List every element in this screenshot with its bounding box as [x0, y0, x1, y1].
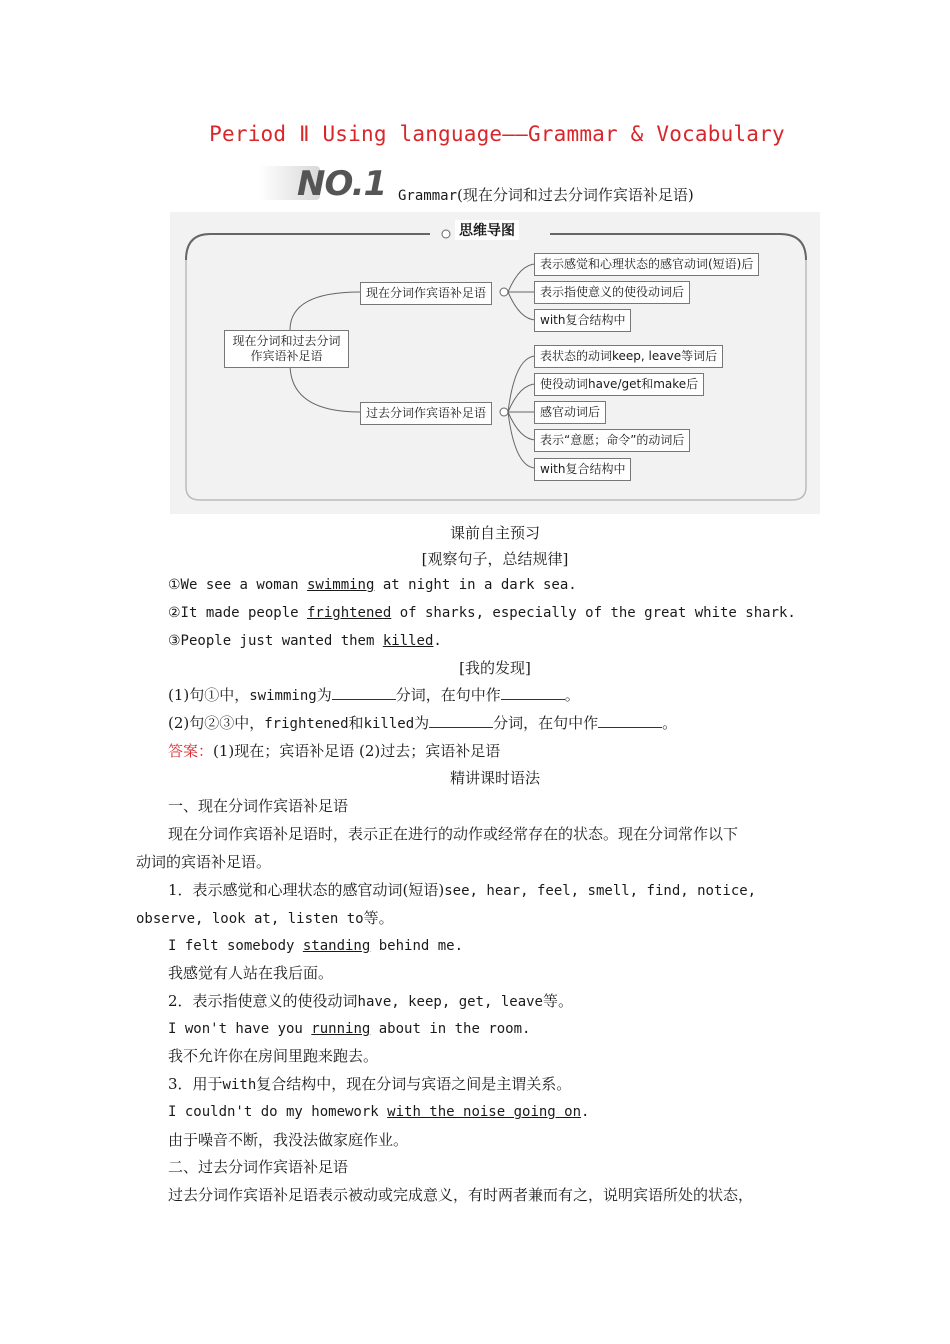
- section-name-cn: (现在分词和过去分词作宾语补足语): [457, 186, 694, 204]
- translation-1: 我感觉有人站在我后面。: [168, 964, 334, 982]
- mind-map-past-item: 使役动词have/get和make后: [534, 373, 704, 396]
- text: (1)句①中，: [168, 686, 250, 704]
- example-1: [168, 936, 463, 956]
- text: 分词，在句中作: [395, 686, 501, 704]
- underlined-word: standing: [302, 938, 371, 954]
- text: swimming: [249, 688, 317, 704]
- mind-map: [170, 212, 820, 514]
- translation-3: 由于噪音不断，我没法做家庭作业。: [168, 1131, 409, 1149]
- rule-1: [168, 880, 756, 901]
- mind-map-past-item: 表示“意愿；命令”的动词后: [534, 429, 690, 452]
- question-2: [168, 713, 677, 734]
- example-sentence-3: [168, 631, 442, 651]
- underlined-word: swimming: [306, 577, 375, 593]
- answer-blank[interactable]: [501, 685, 565, 700]
- answer-blank[interactable]: [429, 713, 493, 728]
- rule-2: [168, 991, 573, 1012]
- section-heading: [398, 184, 694, 205]
- mind-map-branch-present: 现在分词作宾语补足语: [360, 282, 492, 305]
- text: about in the room.: [370, 1021, 531, 1037]
- rule-1-cont: [136, 908, 394, 929]
- text: 。: [564, 686, 580, 704]
- text: killed: [363, 716, 415, 732]
- text: 。: [662, 714, 678, 732]
- observe-heading: [观察句子，总结规律]: [421, 550, 569, 568]
- text: I couldn't do my homework: [168, 1104, 388, 1120]
- mind-map-root: 现在分词和过去分词作宾语补足语: [224, 330, 349, 368]
- mind-map-present-item: 表示指使意义的使役动词后: [534, 281, 690, 304]
- text: 为: [414, 714, 430, 732]
- text: behind me.: [370, 938, 464, 954]
- text: ①We see a woman: [168, 577, 307, 593]
- mind-map-present-item: 表示感觉和心理状态的感官动词(短语)后: [534, 253, 759, 276]
- answer-text: (1)现在；宾语补足语 (2)过去；宾语补足语: [213, 742, 501, 760]
- underlined-word: killed: [382, 633, 434, 649]
- text: 为: [316, 686, 332, 704]
- section-heading-2: 二、过去分词作宾语补足语: [168, 1158, 349, 1176]
- answer-blank[interactable]: [332, 685, 396, 700]
- text: at night in a dark sea.: [374, 577, 577, 593]
- rule-3: [168, 1074, 571, 1095]
- text: frightened: [264, 716, 349, 732]
- mind-map-past-item: 感官动词后: [534, 401, 606, 424]
- text: (2)句②③中，: [168, 714, 265, 732]
- text: 2．表示指使意义的使役动词: [168, 992, 358, 1010]
- example-3: [168, 1102, 589, 1122]
- mind-map-past-item: 表状态的动词keep, leave等词后: [534, 345, 723, 368]
- underlined-word: running: [311, 1021, 371, 1037]
- text: have, keep, get, leave: [357, 994, 543, 1010]
- answer-blank[interactable]: [598, 713, 662, 728]
- page-title: Period Ⅱ Using language——Grammar & Vocabulary: [209, 122, 785, 146]
- text: I felt somebody: [168, 938, 303, 954]
- preview-heading: 课前自主预习: [449, 524, 540, 542]
- text: ②It made people: [168, 605, 307, 621]
- text: .: [581, 1104, 590, 1120]
- mind-map-title: 思维导图: [455, 220, 519, 240]
- example-2: [168, 1019, 530, 1039]
- text: I won't have you: [168, 1021, 312, 1037]
- section-name-en: Grammar: [398, 188, 458, 204]
- section-heading-1: 一、现在分词作宾语补足语: [168, 797, 349, 815]
- section-number: NO.1: [297, 164, 387, 204]
- text: 等。: [363, 909, 394, 927]
- paragraph: 动词的宾语补足语。: [136, 853, 272, 871]
- mind-map-present-item: with复合结构中: [534, 309, 631, 332]
- example-sentence-2: [168, 603, 796, 623]
- text: see, hear, feel, smell, find, notice,: [444, 883, 757, 899]
- text: 分词，在句中作: [493, 714, 599, 732]
- text: .: [433, 633, 442, 649]
- mind-map-branch-past: 过去分词作宾语补足语: [360, 402, 492, 425]
- mind-map-past-item: with复合结构中: [534, 458, 631, 481]
- answer-label: 答案：: [168, 742, 214, 760]
- text: 等。: [542, 992, 573, 1010]
- text: with: [222, 1077, 257, 1093]
- text: 复合结构中，现在分词与宾语之间是主谓关系。: [256, 1075, 572, 1093]
- lecture-heading: 精讲课时语法: [449, 769, 540, 787]
- translation-2: 我不允许你在房间里跑来跑去。: [168, 1047, 379, 1065]
- text: 1．表示感觉和心理状态的感官动词(短语): [168, 881, 445, 899]
- discover-heading: [我的发现]: [459, 659, 531, 677]
- question-1: [168, 685, 580, 706]
- text: ③People just wanted them: [168, 633, 383, 649]
- paragraph: 过去分词作宾语补足语表示被动或完成意义，有时两者兼而有之，说明宾语所处的状态，: [168, 1186, 754, 1204]
- example-sentence-1: [168, 575, 577, 595]
- paragraph: 现在分词作宾语补足语时，表示正在进行的动作或经常存在的状态。现在分词常作以下: [168, 825, 739, 843]
- text: 3．用于: [168, 1075, 223, 1093]
- underlined-word: frightened: [306, 605, 392, 621]
- text: observe, look at, listen to: [136, 911, 364, 927]
- underlined-phrase: with the noise going on: [387, 1104, 582, 1120]
- text: of sharks, especially of the great white shark.: [391, 605, 796, 621]
- text: 和: [348, 714, 364, 732]
- answer-line: [168, 741, 500, 761]
